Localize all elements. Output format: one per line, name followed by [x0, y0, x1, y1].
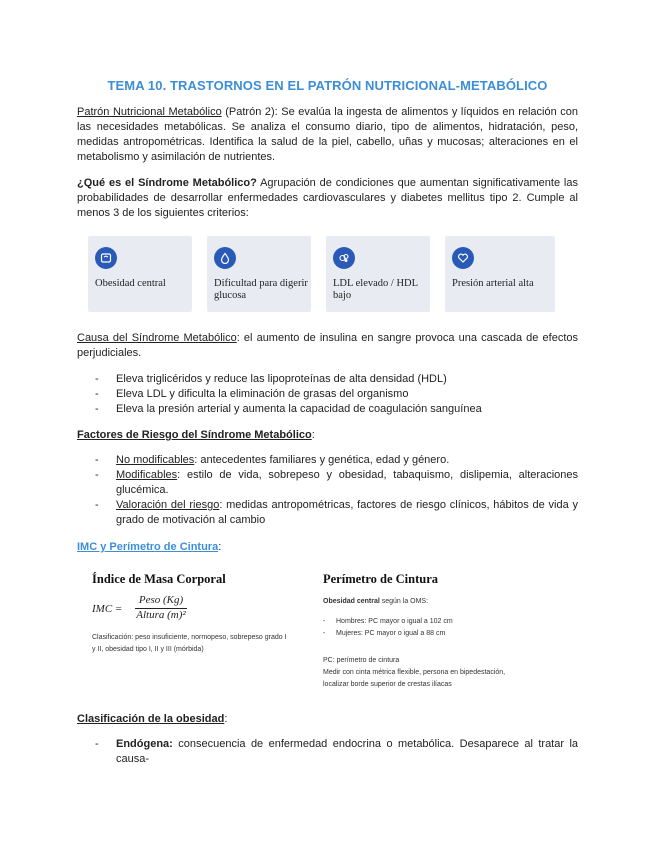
criteria-label: Obesidad central [95, 278, 166, 289]
intro-term: Patrón Nutricional Metabólico [77, 106, 222, 118]
cause-text: : el aumento de insulina en sangre provoca una cascada de efectos perjudiciales. [77, 332, 579, 359]
criteria-cards [88, 236, 555, 312]
waist-note-1: PC: perímetro de cintura [323, 657, 400, 664]
obesity-heading-colon: : [224, 713, 228, 725]
criteria-label: LDL elevado / HDL bajo [333, 278, 418, 301]
criteria-card [207, 236, 311, 312]
criteria-label: Presión arterial alta [452, 278, 534, 289]
obesity-list [95, 737, 578, 767]
list-item: - Eleva triglicéridos y reduce las lipoproteínas de alta densidad (HDL) [95, 372, 578, 387]
list-item [95, 737, 578, 767]
risk-heading-text: Factores de Riesgo del Síndrome Metabólico [77, 429, 312, 441]
metabolic-paragraph [77, 176, 578, 221]
imc-title: Índice de Masa Corporal [92, 572, 226, 586]
waist-subtitle-bold: Obesidad central [323, 598, 380, 605]
imc-section-heading [77, 540, 578, 555]
formula-denominator: Altura (m)² [136, 609, 186, 621]
waist-subtitle-rest: según la OMS: [379, 598, 429, 605]
waist-men: - Hombres: PC mayor o igual a 102 cm [323, 618, 453, 625]
heart-icon [452, 247, 474, 269]
cause-term: Causa del Síndrome Metabólico [77, 332, 237, 344]
risk-text: : antecedentes familiares y genética, edad y género. [194, 454, 450, 466]
waist-note-3: localizar borde superior de crestas ilíacas [323, 681, 452, 688]
criteria-card [445, 236, 555, 312]
waist-title: Perímetro de Cintura [323, 572, 439, 586]
waist-men-text: Hombres: PC mayor o igual a 102 cm [336, 618, 453, 625]
obesity-heading-text: Clasificación de la obesidad [77, 713, 225, 725]
scale-icon [95, 247, 117, 269]
imc-classification-line-2: y II, obesidad tipo I, II y III (mórbida) [92, 646, 204, 653]
imc-formula [92, 594, 292, 628]
list-item [95, 498, 578, 528]
criteria-card [88, 236, 192, 312]
imc-section-colon: : [218, 541, 222, 553]
list-item [95, 453, 578, 468]
page-title: TEMA 10. TRASTORNOS EN EL PATRÓN NUTRICIONAL-METABÓLICO [107, 78, 548, 93]
waist-note-2: Medir con cinta métrica flexible, persona en bipedestación, [323, 669, 506, 676]
risk-term: No modificables [116, 454, 195, 466]
criteria-card [326, 236, 430, 312]
formula-numerator: Peso (Kg) [138, 594, 184, 606]
obesity-text: consecuencia de enfermedad endocrina o metabólica. Desaparece al tratar la causa- [116, 738, 578, 765]
obesity-heading [77, 712, 578, 727]
imc-classification-line-1: Clasificación: peso insuficiente, normopeso, sobrepeso grado I [92, 634, 287, 641]
cause-list [95, 372, 578, 417]
intro-paragraph [77, 105, 578, 165]
risk-term: Valoración del riesgo [116, 499, 220, 511]
list-item [95, 468, 578, 498]
intro-text: (Patrón 2): Se evalúa la ingesta de alimentos y líquidos en relación con las necesidades metabólicas. Se analiza el consumo diario, tipo de alimentos, hidratación, peso, medidas antropométricas. Identifica la salud de la piel, cabello, uñas y mucosas; alteraciones en el metabolismo y asimilación de nutrientes. [77, 106, 579, 163]
waist-subtitle [323, 596, 428, 608]
risk-heading [77, 428, 578, 443]
risk-text: : medidas antropométricas, factores de riesgo clínicos, hábitos de vida y grado de motivación al cambio [116, 499, 578, 526]
waist-women: - Mujeres: PC mayor o igual a 88 cm [323, 630, 446, 637]
waist-women-text: Mujeres: PC mayor o igual a 88 cm [336, 630, 446, 637]
cause-paragraph [77, 331, 578, 361]
risk-heading-colon: : [311, 429, 315, 441]
lipid-icon [333, 247, 355, 269]
list-item: - Eleva LDL y dificulta la eliminación de grasas del organismo [95, 387, 578, 402]
formula-lhs: IMC = [92, 603, 123, 615]
obesity-term: Endógena: [116, 738, 173, 750]
metabolic-text: Agrupación de condiciones que aumentan significativamente las probabilidades de desarrollar enfermedades cardiovasculares y diabetes mellitus tipo 2. Cumple al menos 3 de los siguientes criterios: [77, 177, 578, 219]
risk-list [95, 453, 578, 528]
list-item: - Eleva la presión arterial y aumenta la capacidad de coagulación sanguínea [95, 402, 578, 417]
imc-section-link[interactable]: IMC y Perímetro de Cintura [77, 541, 219, 553]
drop-icon [214, 247, 236, 269]
risk-text: : estilo de vida, sobrepeso y obesidad, tabaquismo, dislipemia, alteraciones glucémica. [116, 469, 578, 496]
metabolic-question: ¿Qué es el Síndrome Metabólico? [77, 177, 257, 189]
criteria-label: Dificultad para digerir glucosa [214, 278, 308, 301]
risk-term: Modificables [116, 469, 178, 481]
